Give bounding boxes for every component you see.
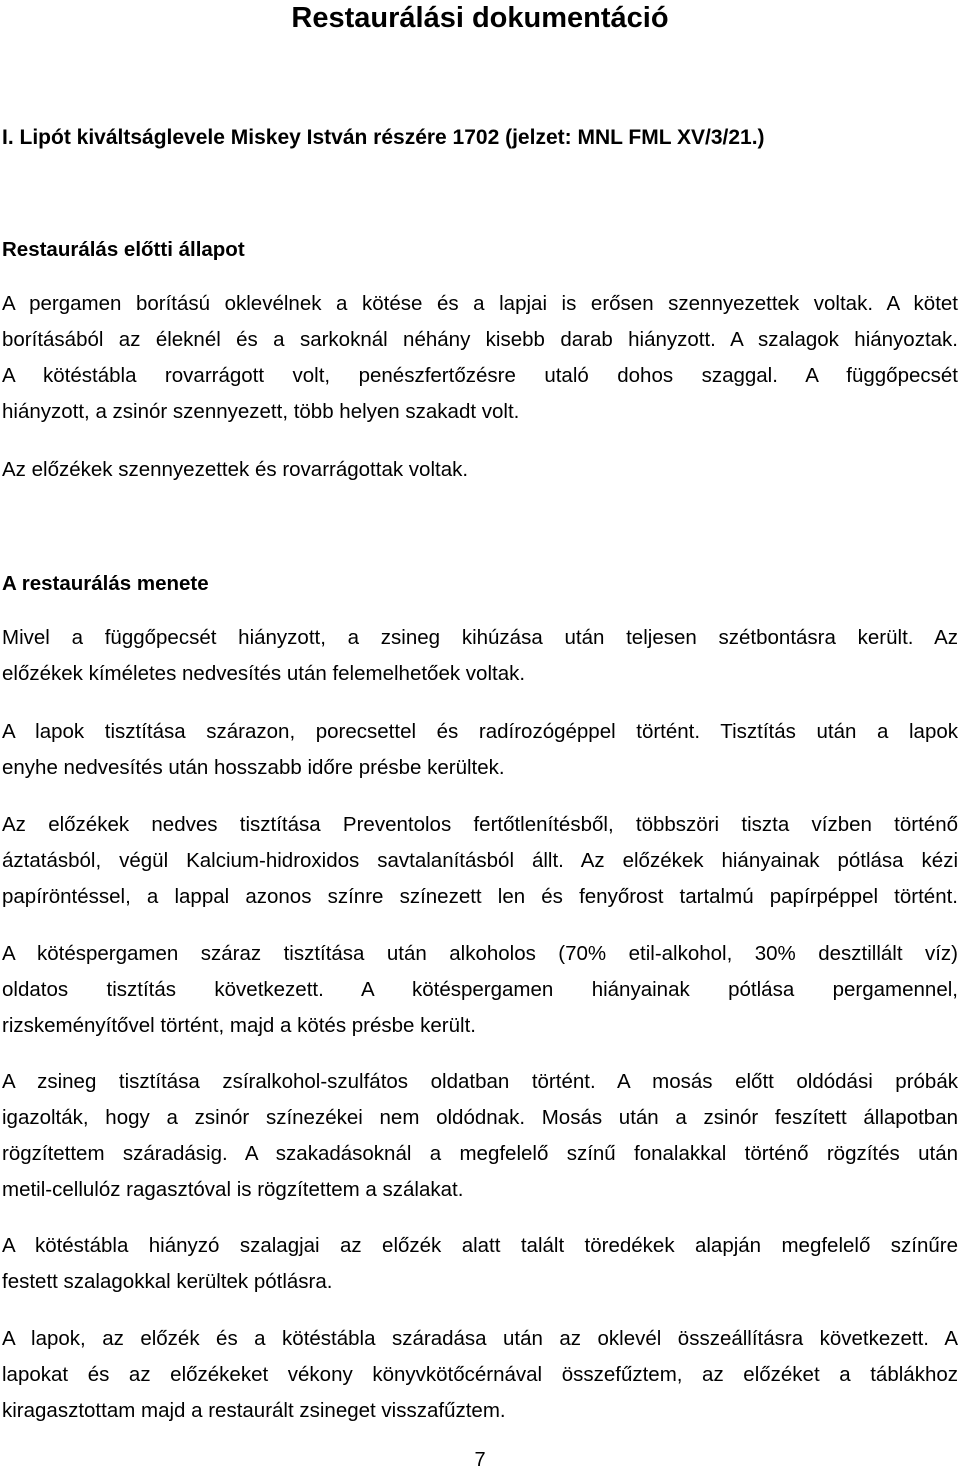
paragraph-line: A kötéspergamen száraz tisztítása után alkoholos (70% etil-alkohol, 30% desztillált víz) [2,942,958,965]
page-number: 7 [474,1449,486,1471]
paragraph [2,936,958,1044]
paragraph [2,286,958,430]
paragraph-line: rögzítettem száradásig. A szakadásoknál a megfelelő színű fonalakkal történő rögzítés után [2,1142,958,1165]
page-title: Restaurálási dokumentáció [291,2,669,34]
section-heading-before-restoration: Restaurálás előtti állapot [2,238,245,261]
paragraph-line: igazolták, hogy a zsinór színezékei nem oldódnak. Mosás után a zsinór feszített állapotban [2,1106,958,1129]
paragraph-line: rizskeményítővel történt, majd a kötés présbe került. [2,1014,476,1037]
paragraph-line: A kötéstábla rovarrágott volt, penészfertőzésre utaló dohos szaggal. A függőpecsét [2,364,958,387]
paragraph-line: festett szalagokkal kerültek pótlásra. [2,1270,333,1293]
paragraph-line: oldatos tisztítás következett. A kötéspergamen hiányainak pótlása pergamennel, [2,978,958,1001]
paragraph-line: előzékek kíméletes nedvesítés után felemelhetőek voltak. [2,662,526,685]
paragraph-line: A kötéstábla hiányzó szalagjai az előzék alatt talált töredékek alapján megfelelő színűre [2,1234,958,1257]
paragraph-line: áztatásból, végül Kalcium-hidroxidos savtalanításból állt. Az előzékek hiányainak pótlása kézi [2,849,958,872]
paragraph [2,1228,958,1300]
paragraph [2,807,958,915]
paragraph [2,620,958,692]
paragraph [2,714,958,786]
paragraph-line: Mivel a függőpecsét hiányzott, a zsineg kihúzása után teljesen szétbontásra került. Az [2,626,958,649]
paragraph-line: hiányzott, a zsinór szennyezett, több helyen szakadt volt. [2,400,520,423]
paragraph-line: Az előzékek szennyezettek és rovarrágottak voltak. [2,458,469,481]
paragraph-line: kiragasztottam majd a restaurált zsineget visszafűztem. [2,1399,506,1422]
paragraph-line: lapokat és az előzékeket vékony könyvkötőcérnával összefűztem, az előzéket a táblákhoz [2,1363,958,1386]
document-subtitle: I. Lipót kiváltságlevele Miskey István részére 1702 (jelzet: MNL FML XV/3/21.) [2,126,765,149]
paragraph-line: metil-cellulóz ragasztóval is rögzítettem a szálakat. [2,1178,464,1201]
paragraph-line: A lapok tisztítása szárazon, porecsettel és radírozógéppel történt. Tisztítás után a lapok [2,720,958,743]
paragraph-line: A zsineg tisztítása zsíralkohol-szulfátos oldatban történt. A mosás előtt oldódási próbák [2,1070,958,1093]
section-heading-restoration-process: A restaurálás menete [2,572,209,595]
paragraph-line: A pergamen borítású oklevélnek a kötése és a lapjai is erősen szennyezettek voltak. A kötet [2,292,958,315]
paragraph [2,1321,958,1429]
paragraph-line: papíröntéssel, a lappal azonos színre színezett len és fenyőrost tartalmú papírpéppel történt. [2,885,958,908]
paragraph-line: Az előzékek nedves tisztítása Preventolos fertőtlenítésből, többszöri tiszta vízben történő [2,813,958,836]
paragraph [2,452,958,488]
paragraph-line: borításából az éleknél és a sarkoknál néhány kisebb darab hiányzott. A szalagok hiányoztak. [2,328,958,351]
paragraph [2,1064,958,1208]
paragraph-line: enyhe nedvesítés után hosszabb időre présbe kerültek. [2,756,505,779]
paragraph-line: A lapok, az előzék és a kötéstábla száradása után az oklevél összeállításra következett. A [2,1327,958,1350]
